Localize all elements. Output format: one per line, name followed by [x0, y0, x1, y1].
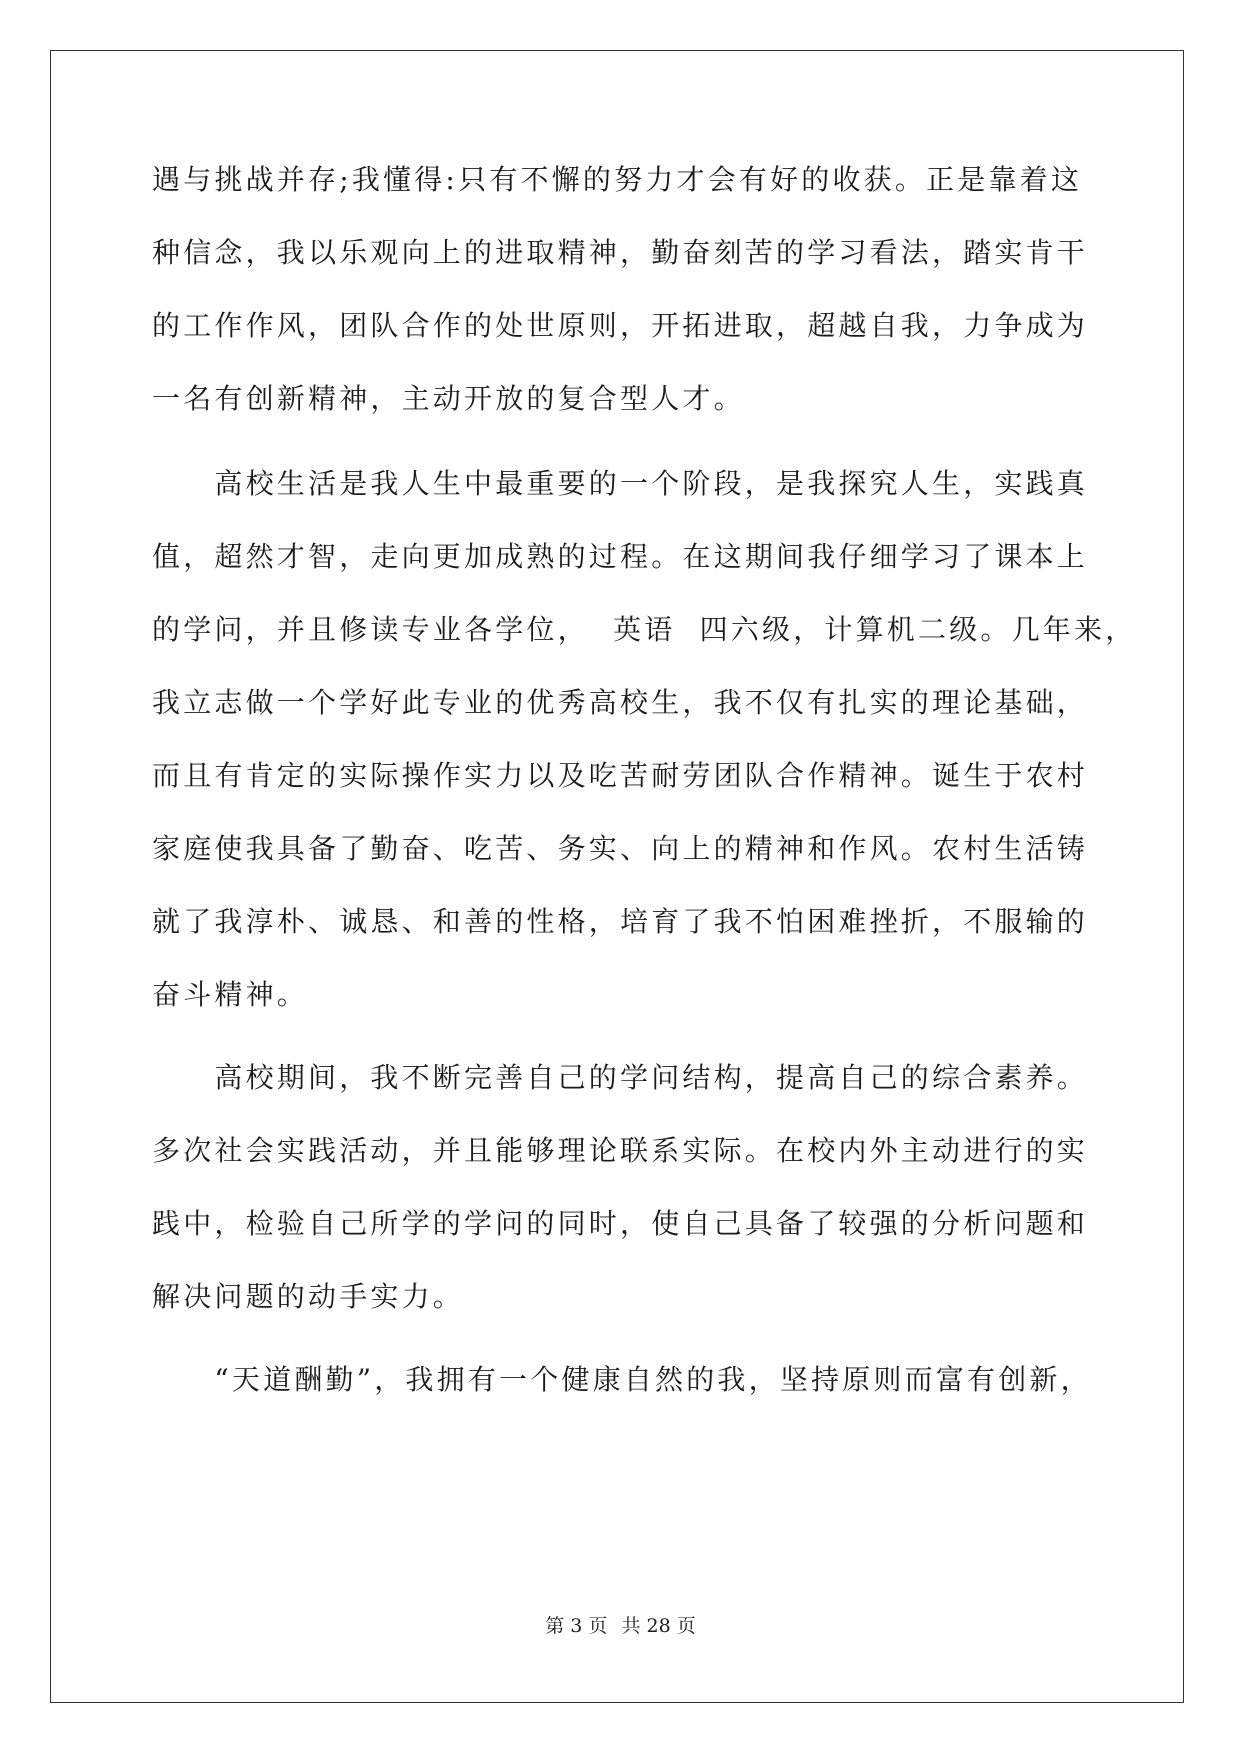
- text-line: 我立志做一个学好此专业的优秀高校生，我不仅有扎实的理论基础，: [152, 686, 1089, 719]
- text-line: 遇与挑战并存;我懂得:只有不懈的努力才会有好的收获。正是靠着这: [152, 163, 1083, 196]
- text-line: 就了我淳朴、诚恳、和善的性格，培育了我不怕困难挫折，不服输的: [152, 905, 1089, 938]
- text-line: 种信念，我以乐观向上的进取精神，勤奋刻苦的学习看法，踏实肯干: [152, 236, 1089, 269]
- text-line: “天道酬勤”，我拥有一个健康自然的我，坚持原则而富有创新，: [152, 1363, 1092, 1396]
- text-line: 奋斗精神。: [152, 978, 309, 1011]
- text-line: 值，超然才智，走向更加成熟的过程。在这期间我仔细学习了课本上: [152, 540, 1089, 573]
- text-line: 高校期间，我不断完善自己的学问结构，提高自己的综合素养。: [152, 1061, 1089, 1094]
- text-line: 多次社会实践活动，并且能够理论联系实际。在校内外主动进行的实: [152, 1134, 1089, 1167]
- text-line: 解决问题的动手实力。: [152, 1280, 465, 1313]
- page-total: 共 28 页: [621, 1615, 696, 1637]
- page-number: 第 3 页: [545, 1615, 608, 1637]
- text-line: 的工作作风，团队合作的处世原则，开拓进取，超越自我，力争成为: [152, 309, 1089, 342]
- text-line: 践中，检验自己所学的学问的同时，使自己具备了较强的分析问题和: [152, 1207, 1089, 1240]
- page-footer: [0, 1611, 1241, 1638]
- text-line: 家庭使我具备了勤奋、吃苦、务实、向上的精神和作风。农村生活铸: [152, 832, 1089, 865]
- text-line: 的学问，并且修读专业各学位， 英语 四六级，计算机二级。几年来，: [152, 613, 1137, 646]
- text-line: 一名有创新精神，主动开放的复合型人才。: [152, 382, 745, 415]
- page-border: [50, 50, 1184, 1703]
- text-line: 而且有肯定的实际操作实力以及吃苦耐劳团队合作精神。诞生于农村: [152, 759, 1089, 792]
- text-line: 高校生活是我人生中最重要的一个阶段，是我探究人生，实践真: [152, 467, 1089, 500]
